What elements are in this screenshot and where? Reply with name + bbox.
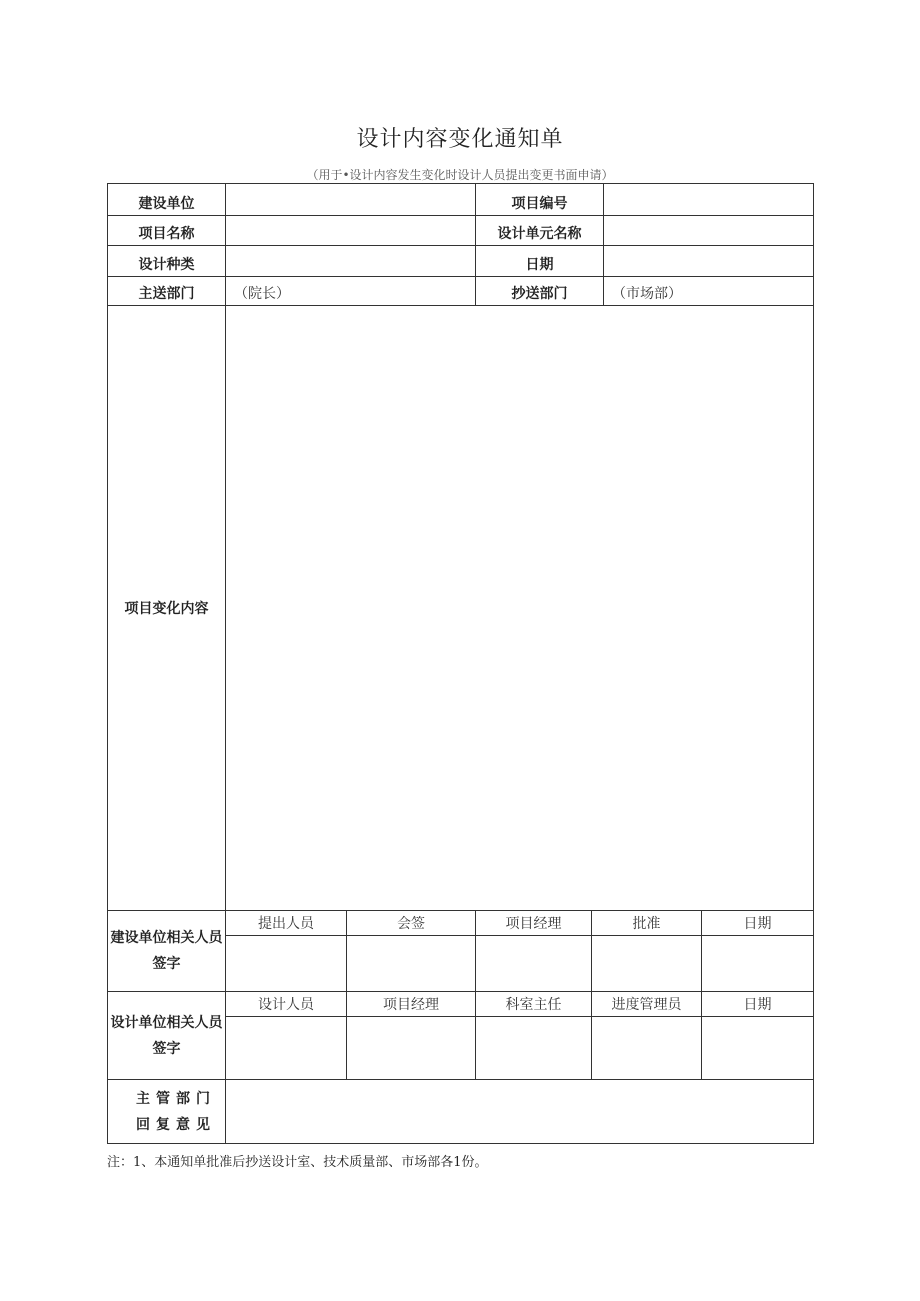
document-subtitle: （用于•设计内容发生变化时设计人员提出变更书面申请） [306,168,614,182]
change-content-field[interactable] [226,306,814,911]
design-sign-col: 日期 [702,992,814,1017]
construction-sign-col: 日期 [702,911,814,936]
change-content-label: 项目变化内容 [108,306,226,911]
project-name-field[interactable] [226,216,476,246]
construction-sign-cell[interactable] [226,936,347,992]
design-sign-cell[interactable] [702,1017,814,1080]
construction-sign-cell[interactable] [592,936,702,992]
construction-sign-col: 批准 [592,911,702,936]
design-sign-col: 进度管理员 [592,992,702,1017]
construction-sign-cell[interactable] [476,936,592,992]
design-sign-col: 项目经理 [347,992,476,1017]
design-sign-cell[interactable] [347,1017,476,1080]
project-number-label: 项目编号 [476,184,604,216]
cc-dept-label: 抄送部门 [476,277,604,306]
design-unit-name-field[interactable] [604,216,814,246]
design-sign-col: 设计人员 [226,992,347,1017]
design-sign-cell[interactable] [226,1017,347,1080]
project-name-label: 项目名称 [108,216,226,246]
cc-dept-field[interactable]: （市场部） [604,277,814,306]
construction-sign-cell[interactable] [347,936,476,992]
construction-sign-cell[interactable] [702,936,814,992]
reply-field[interactable] [226,1080,814,1144]
construction-sign-label: 建设单位相关人员签字 [108,911,226,992]
document-title: 设计内容变化通知单 [356,127,564,152]
design-type-label: 设计种类 [108,246,226,277]
design-sign-cell[interactable] [476,1017,592,1080]
project-number-field[interactable] [604,184,814,216]
design-sign-cell[interactable] [592,1017,702,1080]
design-sign-col: 科室主任 [476,992,592,1017]
design-unit-name-label: 设计单元名称 [476,216,604,246]
reply-label: 主管部门回复意见 [108,1080,226,1144]
date-field[interactable] [604,246,814,277]
change-notice-form [107,183,814,1144]
date-label: 日期 [476,246,604,277]
main-dept-label: 主送部门 [108,277,226,306]
design-type-field[interactable] [226,246,476,277]
design-sign-label: 设计单位相关人员签字 [108,992,226,1080]
construction-sign-col: 项目经理 [476,911,592,936]
main-dept-field[interactable]: （院长） [226,277,476,306]
construction-unit-label: 建设单位 [108,184,226,216]
footer-note: 注：1、本通知单批准后抄送设计室、技术质量部、市场部各1份。 [107,1155,488,1170]
construction-sign-col: 会签 [347,911,476,936]
construction-sign-col: 提出人员 [226,911,347,936]
construction-unit-field[interactable] [226,184,476,216]
